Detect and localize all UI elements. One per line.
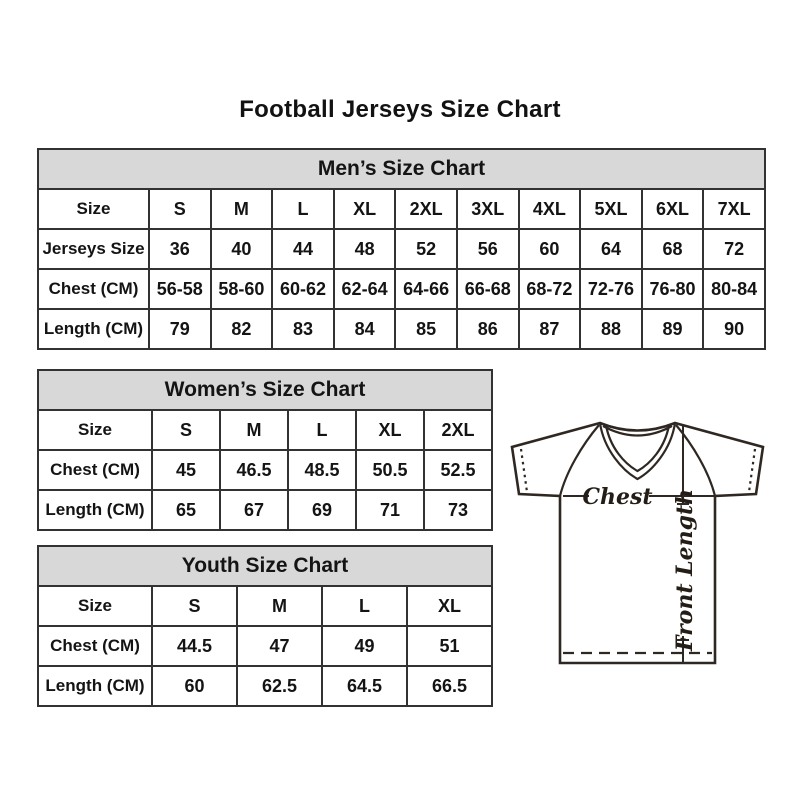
value-cell: 86 [457,309,519,349]
value-cell: 90 [703,309,765,349]
row-label-cell: Chest (CM) [38,450,152,490]
value-cell: 40 [211,229,273,269]
right-cuff-stitch-line [749,449,755,492]
value-cell: 56 [457,229,519,269]
value-cell: 64.5 [322,666,407,706]
value-cell: 51 [407,626,492,666]
column-header-row [38,189,765,229]
table-title-row [38,370,492,410]
column-header: XL [356,410,424,450]
row-label-cell: Jerseys Size [38,229,149,269]
row-label-header: Size [38,586,152,626]
value-cell: 48.5 [288,450,356,490]
chest-label: Chest [582,484,653,510]
front-length-label: Front Length [672,488,698,652]
jersey-diagram-svg [503,412,773,672]
jersey-measurement-diagram [503,412,773,672]
value-cell: 80-84 [703,269,765,309]
value-cell: 84 [334,309,396,349]
value-cell: 68 [642,229,704,269]
value-cell: 52 [395,229,457,269]
value-cell: 52.5 [424,450,492,490]
row-label-cell: Length (CM) [38,490,152,530]
table-row [38,269,765,309]
table-row [38,666,492,706]
value-cell: 66.5 [407,666,492,706]
value-cell: 67 [220,490,288,530]
row-label-cell: Chest (CM) [38,626,152,666]
value-cell: 73 [424,490,492,530]
size-table [37,148,766,350]
row-label-cell: Chest (CM) [38,269,149,309]
value-cell: 72-76 [580,269,642,309]
column-header: M [211,189,273,229]
column-header: M [237,586,322,626]
value-cell: 82 [211,309,273,349]
value-cell: 60 [152,666,237,706]
column-header: 6XL [642,189,704,229]
size-table [37,369,493,531]
table-row [38,309,765,349]
youth-size-table [37,545,493,707]
column-header: XL [334,189,396,229]
row-label-header: Size [38,189,149,229]
value-cell: 44 [272,229,334,269]
value-cell: 88 [580,309,642,349]
page-title: Football Jerseys Size Chart [239,96,561,123]
value-cell: 66-68 [457,269,519,309]
value-cell: 48 [334,229,396,269]
column-header: L [322,586,407,626]
value-cell: 36 [149,229,211,269]
column-header: 5XL [580,189,642,229]
value-cell: 62-64 [334,269,396,309]
value-cell: 87 [519,309,581,349]
column-header-row [38,410,492,450]
column-header: 7XL [703,189,765,229]
column-header: 3XL [457,189,519,229]
column-header: S [149,189,211,229]
row-label-cell: Length (CM) [38,666,152,706]
size-table [37,545,493,707]
value-cell: 45 [152,450,220,490]
value-cell: 65 [152,490,220,530]
column-header-row [38,586,492,626]
value-cell: 85 [395,309,457,349]
value-cell: 56-58 [149,269,211,309]
value-cell: 72 [703,229,765,269]
table-title: Women’s Size Chart [38,370,492,410]
value-cell: 44.5 [152,626,237,666]
value-cell: 46.5 [220,450,288,490]
value-cell: 49 [322,626,407,666]
value-cell: 71 [356,490,424,530]
table-title-row [38,149,765,189]
value-cell: 83 [272,309,334,349]
womens-size-table [37,369,493,531]
table-title: Men’s Size Chart [38,149,765,189]
row-label-cell: Length (CM) [38,309,149,349]
column-header: 2XL [395,189,457,229]
value-cell: 58-60 [211,269,273,309]
value-cell: 60-62 [272,269,334,309]
column-header: S [152,586,237,626]
value-cell: 76-80 [642,269,704,309]
column-header: 4XL [519,189,581,229]
table-row [38,450,492,490]
value-cell: 47 [237,626,322,666]
value-cell: 50.5 [356,450,424,490]
column-header: S [152,410,220,450]
value-cell: 68-72 [519,269,581,309]
column-header: XL [407,586,492,626]
column-header: L [272,189,334,229]
value-cell: 89 [642,309,704,349]
value-cell: 64-66 [395,269,457,309]
table-title: Youth Size Chart [38,546,492,586]
left-cuff-stitch-line [521,449,527,492]
value-cell: 62.5 [237,666,322,706]
jersey-outline-shape [512,423,763,663]
column-header: M [220,410,288,450]
row-label-header: Size [38,410,152,450]
value-cell: 69 [288,490,356,530]
table-row [38,229,765,269]
table-row [38,490,492,530]
column-header: 2XL [424,410,492,450]
value-cell: 64 [580,229,642,269]
column-header: L [288,410,356,450]
value-cell: 60 [519,229,581,269]
value-cell: 79 [149,309,211,349]
right-armhole-seam [676,425,715,496]
table-row [38,626,492,666]
mens-size-table [37,148,766,350]
table-title-row [38,546,492,586]
